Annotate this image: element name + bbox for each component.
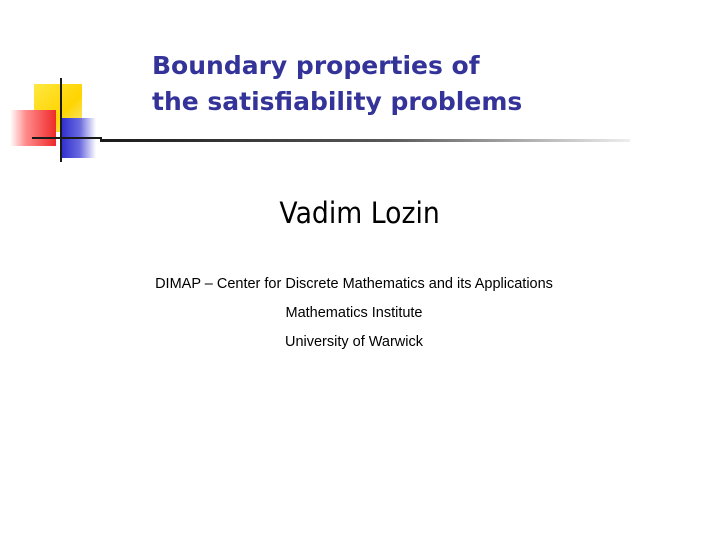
slide-title-line-2: the satisfiability problems — [152, 87, 523, 116]
author-name: Vadim Lozin — [279, 196, 440, 230]
horizontal-line-ornament — [32, 137, 102, 139]
slide-title-line-1: Boundary properties of — [152, 51, 480, 80]
affiliation-university: University of Warwick — [284, 334, 424, 350]
vertical-line-ornament — [60, 78, 62, 162]
decorative-blocks-ornament — [0, 0, 110, 170]
red-square-ornament — [10, 110, 56, 146]
affiliation-institute: Mathematics Institute — [285, 305, 423, 321]
slide-title — [152, 48, 692, 120]
affiliation-dimap: DIMAP – Center for Discrete Mathematics and its Applications — [155, 276, 553, 292]
title-underline-rule — [100, 139, 630, 142]
